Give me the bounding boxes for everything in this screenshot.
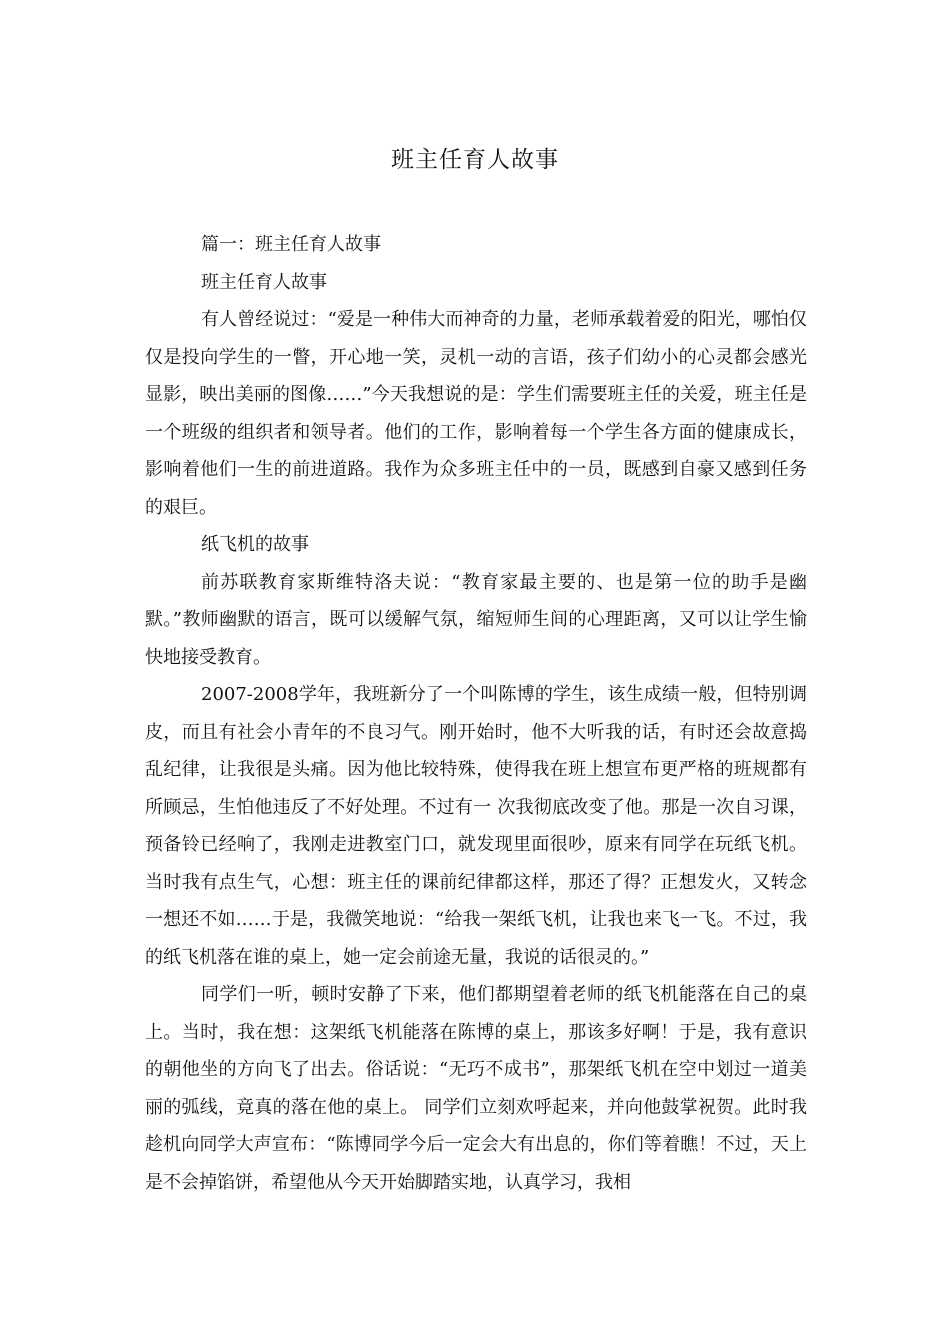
paragraph: 有人曾经说过：“爱是一种伟大而神奇的力量，老师承载着爱的阳光，哪怕仅仅是投向学生的一瞥，开心地一笑，灵机一动的言语，孩子们幼小的心灵都会感光显影，映出美丽的图像……”今天我想说的是：学生们需要班主任的关爱，班主任是一个班级的组织者和领导者。他们的工作，影响着每一个学生各方面的健康成长，影响着他们一生的前进道路。我作为众多班主任中的一员，既感到自豪又感到任务的艰巨。 xyxy=(145,309,807,518)
section-heading: 篇一：班主任育人故事 xyxy=(201,234,381,255)
paragraph: 2007-2008学年，我班新分了一个叫陈博的学生，该生成绩一般，但特别调皮，而且有社会小青年的不良习气。刚开始时，他不大听我的话，有时还会故意捣乱纪律，让我很是头痛。因为他比较特殊，使得我在班上想宣布更严格的班规都有所顾忌，生怕他违反了不好处理。不过有一 次我彻底改变了他。那是一次自习课，预备铃已经响了，我刚走进教室门口，就发现里面很吵，原来有同学在玩纸飞机。当时我有点生气，心想：班主任的课前纪律都这样，那还了得？正想发火，又转念一想还不如……于是，我微笑地说：“给我一架纸飞机，让我也来飞一飞。不过，我的纸飞机落在谁的桌上，她一定会前途无量，我说的话很灵的。” xyxy=(145,684,807,968)
paragraph: 同学们一听，顿时安静了下来，他们都期望着老师的纸飞机能落在自己的桌上。当时，我在想：这架纸飞机能落在陈博的桌上，那该多好啊！于是，我有意识的朝他坐的方向飞了出去。俗话说：“无巧不成书”，那架纸飞机在空中划过一道美丽的弧线，竟真的落在他的桌上。 同学们立刻欢呼起来，并向他鼓掌祝贺。此时我趁机向同学大声宣布：“陈博同学今后一定会大有出息的，你们等着瞧！不过，天上是不会掉馅饼，希望他从今天开始脚踏实地，认真学习，我相 xyxy=(145,984,807,1193)
document-title: 班主任育人故事 xyxy=(391,147,559,173)
document-body xyxy=(145,226,807,1201)
subheading: 班主任育人故事 xyxy=(201,271,327,293)
story-heading: 纸飞机的故事 xyxy=(201,534,309,555)
paragraph: 前苏联教育家斯维特洛夫说：“教育家最主要的、也是第一位的助手是幽默。”教师幽默的语言，既可以缓解气氛，缩短师生间的心理距离，又可以让学生愉快地接受教育。 xyxy=(145,571,807,668)
